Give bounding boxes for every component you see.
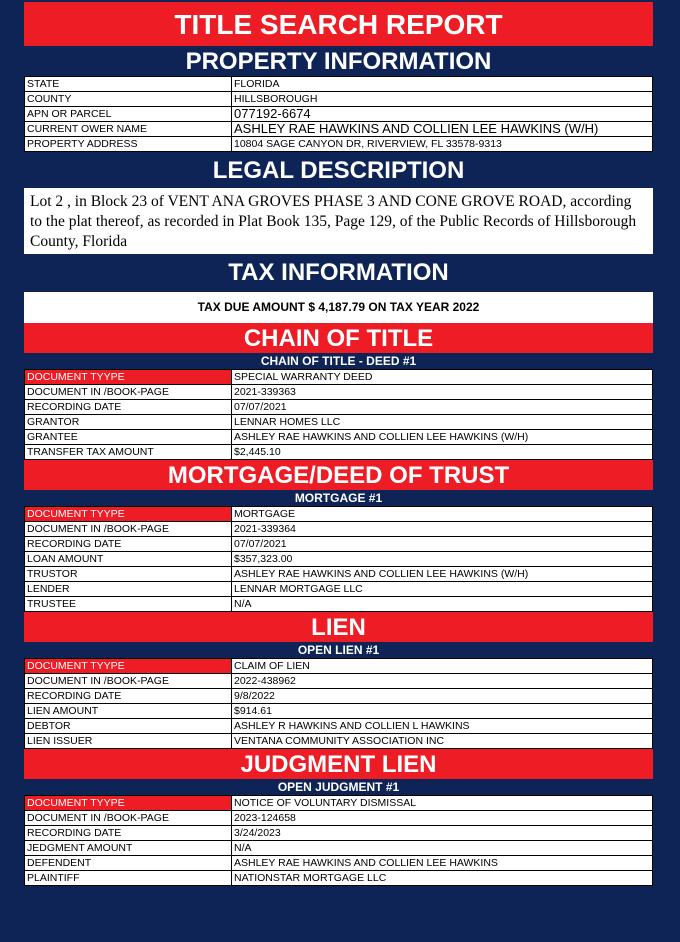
field-label: DOCUMENT TYYPE xyxy=(25,659,232,674)
table-row xyxy=(25,370,653,385)
field-value: 10804 SAGE CANYON DR, RIVERVIEW, FL 33578-9313 xyxy=(232,137,653,152)
field-label: COUNTY xyxy=(25,92,232,107)
field-label: LIEN AMOUNT xyxy=(25,704,232,719)
field-label: DOCUMENT IN /BOOK-PAGE xyxy=(25,522,232,537)
field-value: N/A xyxy=(232,841,653,856)
field-label: STATE xyxy=(25,77,232,92)
judgment-lien-heading: JUDGMENT LIEN xyxy=(24,749,653,779)
table-row xyxy=(25,415,653,430)
mortgage-subheading: MORTGAGE #1 xyxy=(24,490,653,506)
table-row xyxy=(25,871,653,886)
table-row xyxy=(25,552,653,567)
field-label: DOCUMENT TYYPE xyxy=(25,796,232,811)
table-row xyxy=(25,719,653,734)
field-label: DOCUMENT IN /BOOK-PAGE xyxy=(25,674,232,689)
field-label: DEBTOR xyxy=(25,719,232,734)
field-label: RECORDING DATE xyxy=(25,400,232,415)
field-value: LENNAR MORTGAGE LLC xyxy=(232,582,653,597)
table-row xyxy=(25,400,653,415)
field-value: CLAIM OF LIEN xyxy=(232,659,653,674)
field-label: GRANTEE xyxy=(25,430,232,445)
property-information-heading: PROPERTY INFORMATION xyxy=(24,46,653,76)
field-value: SPECIAL WARRANTY DEED xyxy=(232,370,653,385)
property-information-table xyxy=(24,76,653,152)
table-row xyxy=(25,597,653,612)
lien-subheading: OPEN LIEN #1 xyxy=(24,642,653,658)
field-value: 077192-6674 xyxy=(232,107,653,122)
field-label: TRUSTEE xyxy=(25,597,232,612)
table-row xyxy=(25,856,653,871)
field-value: 07/07/2021 xyxy=(232,400,653,415)
field-value: 2021-339363 xyxy=(232,385,653,400)
field-label: RECORDING DATE xyxy=(25,826,232,841)
table-row xyxy=(25,107,653,122)
field-value: ASHLEY R HAWKINS AND COLLIEN L HAWKINS xyxy=(232,719,653,734)
table-row xyxy=(25,704,653,719)
tax-information-heading: TAX INFORMATION xyxy=(24,254,653,292)
chain-of-title-table xyxy=(24,369,653,460)
field-value: 2023-124658 xyxy=(232,811,653,826)
field-value: 2022-438962 xyxy=(232,674,653,689)
field-value: $2,445.10 xyxy=(232,445,653,460)
report-title: TITLE SEARCH REPORT xyxy=(24,2,653,46)
table-row xyxy=(25,734,653,749)
field-value: NOTICE OF VOLUNTARY DISMISSAL xyxy=(232,796,653,811)
table-row xyxy=(25,92,653,107)
field-label: DEFENDENT xyxy=(25,856,232,871)
field-label: DOCUMENT TYYPE xyxy=(25,370,232,385)
field-label: GRANTOR xyxy=(25,415,232,430)
field-label: DOCUMENT TYYPE xyxy=(25,507,232,522)
table-row xyxy=(25,582,653,597)
field-value: 3/24/2023 xyxy=(232,826,653,841)
field-label: TRANSFER TAX AMOUNT xyxy=(25,445,232,460)
field-value: VENTANA COMMUNITY ASSOCIATION INC xyxy=(232,734,653,749)
table-row xyxy=(25,674,653,689)
field-label: PLAINTIFF xyxy=(25,871,232,886)
field-label: CURRENT OWER NAME xyxy=(25,122,232,137)
field-value: ASHLEY RAE HAWKINS AND COLLIEN LEE HAWKINS (W/H) xyxy=(232,567,653,582)
legal-description-text: Lot 2 , in Block 23 of VENT ANA GROVES PHASE 3 AND CONE GROVE ROAD, according to the plat thereof, as recorded in Plat Book 135, Page 129, of the Public Records of Hillsborough County, Florida xyxy=(24,188,653,254)
table-row xyxy=(25,77,653,92)
table-row xyxy=(25,537,653,552)
table-row xyxy=(25,659,653,674)
table-row xyxy=(25,122,653,137)
chain-of-title-heading: CHAIN OF TITLE xyxy=(24,323,653,353)
judgment-subheading: OPEN JUDGMENT #1 xyxy=(24,779,653,795)
field-value: ASHLEY RAE HAWKINS AND COLLIEN LEE HAWKINS xyxy=(232,856,653,871)
table-row xyxy=(25,826,653,841)
table-row xyxy=(25,385,653,400)
field-value: 07/07/2021 xyxy=(232,537,653,552)
field-value: LENNAR HOMES LLC xyxy=(232,415,653,430)
field-label: PROPERTY ADDRESS xyxy=(25,137,232,152)
lien-heading: LIEN xyxy=(24,612,653,642)
field-value: ASHLEY RAE HAWKINS AND COLLIEN LEE HAWKINS (W/H) xyxy=(232,430,653,445)
field-label: TRUSTOR xyxy=(25,567,232,582)
field-value: MORTGAGE xyxy=(232,507,653,522)
lien-table xyxy=(24,658,653,749)
table-row xyxy=(25,522,653,537)
tax-due-line: TAX DUE AMOUNT $ 4,187.79 ON TAX YEAR 2022 xyxy=(24,292,653,323)
field-value: 9/8/2022 xyxy=(232,689,653,704)
field-value: NATIONSTAR MORTGAGE LLC xyxy=(232,871,653,886)
table-row xyxy=(25,841,653,856)
judgment-table xyxy=(24,795,653,886)
field-value: 2021-339364 xyxy=(232,522,653,537)
table-row xyxy=(25,430,653,445)
field-label: LENDER xyxy=(25,582,232,597)
field-value: N/A xyxy=(232,597,653,612)
mortgage-deed-of-trust-heading: MORTGAGE/DEED OF TRUST xyxy=(24,460,653,490)
field-label: LIEN ISSUER xyxy=(25,734,232,749)
table-row xyxy=(25,811,653,826)
table-row xyxy=(25,689,653,704)
mortgage-table xyxy=(24,506,653,612)
field-value: ASHLEY RAE HAWKINS AND COLLIEN LEE HAWKINS (W/H) xyxy=(232,122,653,137)
field-label: JEDGMENT AMOUNT xyxy=(25,841,232,856)
field-value: HILLSBOROUGH xyxy=(232,92,653,107)
field-label: LOAN AMOUNT xyxy=(25,552,232,567)
title-search-report xyxy=(24,2,653,886)
field-value: $914.61 xyxy=(232,704,653,719)
field-label: RECORDING DATE xyxy=(25,537,232,552)
field-label: APN OR PARCEL xyxy=(25,107,232,122)
field-label: RECORDING DATE xyxy=(25,689,232,704)
field-label: DOCUMENT IN /BOOK-PAGE xyxy=(25,385,232,400)
table-row xyxy=(25,567,653,582)
table-row xyxy=(25,507,653,522)
field-value: FLORIDA xyxy=(232,77,653,92)
chain-of-title-subheading: CHAIN OF TITLE - DEED #1 xyxy=(24,353,653,369)
table-row xyxy=(25,137,653,152)
table-row xyxy=(25,796,653,811)
field-label: DOCUMENT IN /BOOK-PAGE xyxy=(25,811,232,826)
field-value: $357,323.00 xyxy=(232,552,653,567)
table-row xyxy=(25,445,653,460)
legal-description-heading: LEGAL DESCRIPTION xyxy=(24,152,653,188)
